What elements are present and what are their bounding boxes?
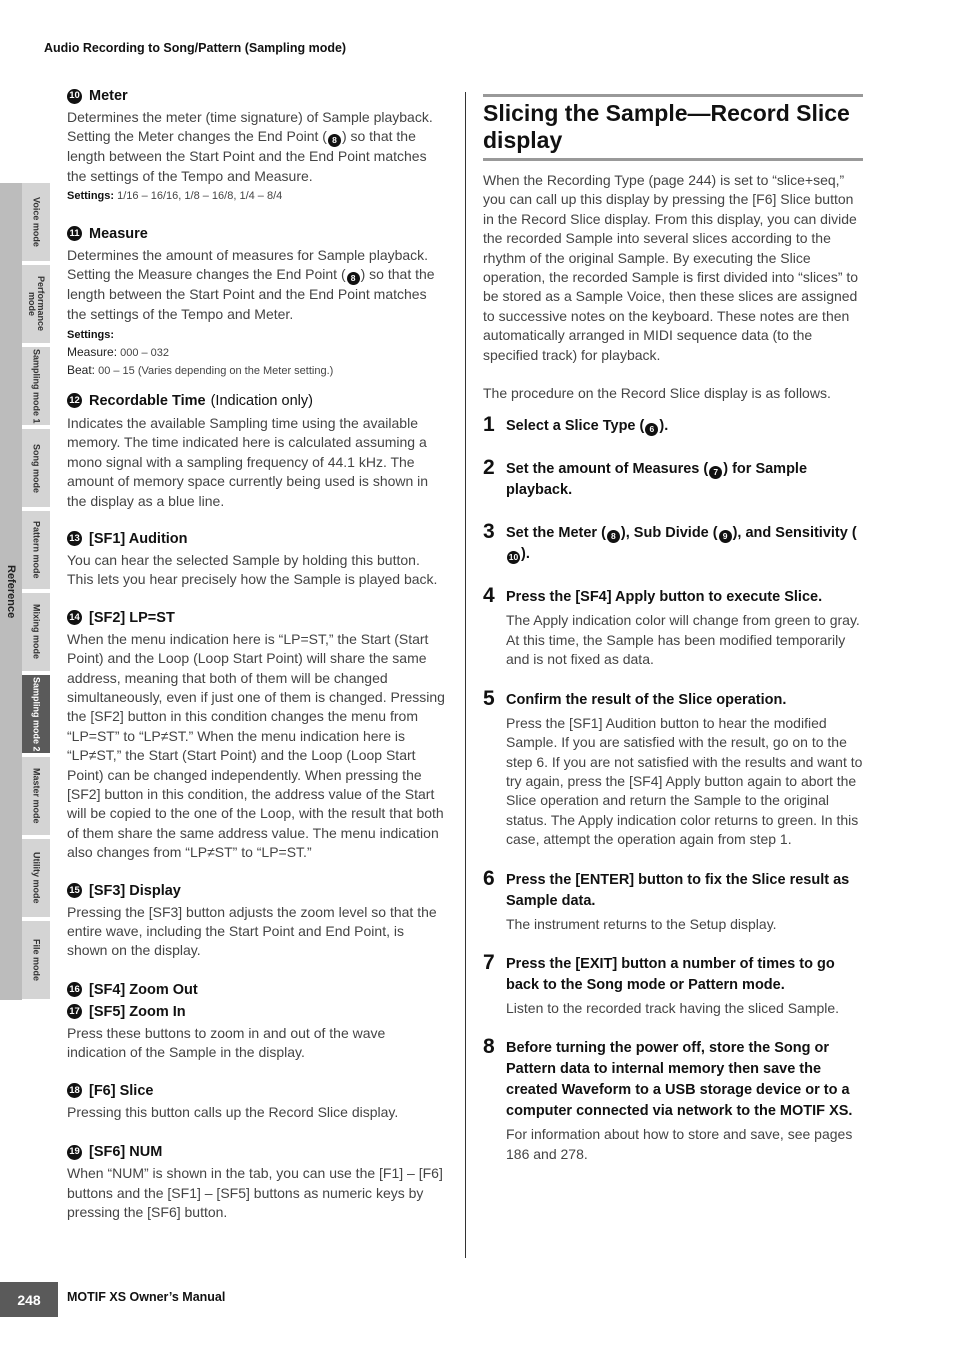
left-column <box>67 86 447 1222</box>
sf6-section: 19 [SF6] NUM When “NUM” is shown in the tab, you can use the [F1] – [F6] buttons and the [SF1] – [SF5] buttons as numeric keys by pressing the [SF6] button. <box>67 1144 443 1220</box>
f6-section: 18 [F6] Slice Pressing this button calls up the Record Slice display. <box>67 1082 399 1120</box>
manual-title: MOTIF XS Owner’s Manual <box>67 1290 226 1304</box>
number-12-icon: 12 <box>67 393 82 408</box>
step-1: 1 Select a Slice Type ( 6 ). <box>483 413 669 437</box>
section-title: Slicing the Sample—Record Slice display <box>483 100 850 153</box>
running-header: Audio Recording to Song/Pattern (Sampling mode) <box>44 41 347 55</box>
sf4-heading: [SF4] Zoom Out <box>89 981 198 998</box>
step-number: 7 <box>483 950 495 974</box>
number-10-icon: 10 <box>67 89 82 104</box>
section-sidebar <box>0 183 50 1000</box>
step-number: 3 <box>483 520 495 544</box>
column-divider <box>465 92 466 1258</box>
measure-section: 11 Measure Determines the amount of measures for Sample playback. Setting the Measure changes the End Point ( 8 ) so that the length between the Start Point and the End Point matches the settings of the Tempo and Meter. Settings: Measure: 000 – 032 Beat: 00 – 15 (Varies depending on the Meter setting.) <box>67 225 435 377</box>
number-14-icon: 14 <box>67 610 82 625</box>
sf2-heading: [SF2] LP=ST <box>89 609 175 626</box>
number-8-icon: 8 <box>328 134 341 147</box>
sf5-heading: [SF5] Zoom In <box>89 1003 186 1020</box>
step-7: 7 Press the [EXIT] button a number of times to go back to the Song mode or Pattern mode. Listen to the recorded track having the sliced Sample. <box>483 950 840 1016</box>
tab-voice-mode[interactable]: Voice mode <box>22 183 50 263</box>
reference-label: Reference <box>5 564 17 619</box>
number-19-icon: 19 <box>67 1145 82 1160</box>
tab-sampling-mode-1[interactable]: Sampling mode 1 <box>22 347 50 427</box>
number-9-icon: 9 <box>719 530 732 543</box>
number-10-icon: 10 <box>508 552 519 563</box>
step-5: 5 Confirm the result of the Slice operation. Press the [SF1] Audition button to hear the modified Sample. If you are satisfied with the result, go on to the step 6. If you are not satisfied with the results and want to try again, press the [SF4] Apply button again to abort the Slice operation and return the Sample to the original status. The Apply indication color returns to green. In this case, attempt the operation again from step 1. <box>483 686 863 848</box>
step-number: 2 <box>483 456 495 480</box>
number-8-icon: 8 <box>607 530 620 543</box>
step-number: 5 <box>483 686 495 710</box>
step-number: 8 <box>483 1035 495 1059</box>
section-title-box <box>483 94 863 161</box>
procedure-intro: The procedure on the Record Slice display is as follows. <box>483 385 831 402</box>
right-column <box>483 94 863 1164</box>
number-17-icon: 17 <box>67 1004 82 1019</box>
step-number: 6 <box>483 866 495 890</box>
sf2-section: 14 [SF2] LP=ST When the menu indication here is “LP=ST,” the Start (Start Point) and the Loop (Loop Start Point) will share the same address, meaning that both of them will be changed simultaneously, even if just one of them is changed. Pressing the [SF2] button in this condition changes the menu from “LP=ST” to “LP≠ST.” When the menu indication here is “LP≠ST,” the Start (Start Point) and the Loop (Loop Start Point) can be changed independently. When pressing the [SF2] button in this condition, the address value of the Start will be copied to the one of the Loop, with the result that both of them share the same address value. The menu indication also changes from “LP≠ST” to “LP=ST.” <box>67 609 445 861</box>
number-16-icon: 16 <box>67 982 82 997</box>
step-8: 8 Before turning the power off, store the Song or Pattern data to internal memory then save the created Waveform to a USB storage device or to a computer connected via network to the MOTIF XS. For information about how to store and save, see pages 186 and 278. <box>483 1035 853 1162</box>
step-number: 1 <box>483 413 495 437</box>
tab-mixing-mode[interactable]: Mixing mode <box>22 593 50 673</box>
tab-utility-mode[interactable]: Utility mode <box>22 839 50 919</box>
tab-pattern-mode[interactable]: Pattern mode <box>22 511 50 591</box>
number-8-icon: 8 <box>347 272 360 285</box>
number-6-icon: 6 <box>645 423 658 436</box>
f6-heading: [F6] Slice <box>89 1082 154 1099</box>
measure-heading: Measure <box>89 225 148 242</box>
tab-sampling-mode-2[interactable]: Sampling mode 2 <box>22 675 50 755</box>
step-4: 4 Press the [SF4] Apply button to execute Slice. The Apply indication color will change from green to gray. At this time, the Sample has been modified temporarily and is not fixed as data. <box>483 584 860 668</box>
sf4-sf5-section: 16 [SF4] Zoom Out 17 [SF5] Zoom In Press these buttons to zoom in and out of the wave indication of the Sample in the display. <box>67 981 386 1061</box>
sf3-section: 15 [SF3] Display Pressing the [SF3] button adjusts the zoom level so that the entire wave, including the Start Point and End Point, is shown on the display. <box>67 882 437 959</box>
meter-section: 10 Meter Determines the meter (time signature) of Sample playback. Setting the Meter changes the End Point ( 8 ) so that the length between the Start Point and the End Point matches the settings of the Tempo and Measure. Settings: 1/16 – 16/16, 1/8 – 16/8, 1/4 – 8/4 <box>67 88 433 202</box>
tab-performance-mode[interactable]: Performance mode <box>22 265 50 345</box>
tab-file-mode[interactable]: File mode <box>22 921 50 1001</box>
number-11-icon: 11 <box>67 226 82 241</box>
sf3-heading: [SF3] Display <box>89 882 181 899</box>
step-6: 6 Press the [ENTER] button to fix the Slice result as Sample data. The instrument returns to the Setup display. <box>483 866 850 932</box>
sf1-heading: [SF1] Audition <box>89 530 188 547</box>
number-7-icon: 7 <box>709 466 722 479</box>
step-number: 4 <box>483 584 495 608</box>
page-number: 248 <box>0 1282 58 1317</box>
meter-heading: Meter <box>89 88 128 104</box>
tab-master-mode[interactable]: Master mode <box>22 757 50 837</box>
recordable-time-section: 12 Recordable Time (Indication only) Indicates the available Sampling time using the available memory. The time indicated here is calculated assuming a mono signal with a sampling frequency of 44.1 kHz. The amount of memory space currently being used is shown in the display as a blue line. <box>67 392 429 509</box>
step-3: 3 Set the Meter ( 8 ), Sub Divide ( 9 ), and Sensitivity (10 ). <box>483 520 857 563</box>
sf1-section: 13 [SF1] Audition You can hear the selected Sample by holding this button. This lets you hear precisely how the Sample is played back. <box>67 530 438 588</box>
recordable-time-heading: Recordable Time <box>89 392 206 409</box>
number-13-icon: 13 <box>67 531 82 546</box>
sf6-heading: [SF6] NUM <box>89 1144 163 1161</box>
tab-song-mode[interactable]: Song mode <box>22 429 50 509</box>
intro-paragraph: When the Recording Type (page 244) is set to “slice+seq,” you can call up this display by pressing the [F6] Slice button in the Record Slice display. From this display, you can divide the recorded Sample into several slices according to the rhythm of the original Sample. By executing the Slice operation, the recorded Sample is first divided into “slices” to be stored as a Sample Voice, then these slices are assigned to successive notes on the keyboard. These notes are then automatically arranged in MIDI sequence data (to the specified track) for playback. <box>483 172 859 363</box>
number-18-icon: 18 <box>67 1083 82 1098</box>
step-2: 2 Set the amount of Measures ( 7 ) for Sample playback. <box>483 456 808 499</box>
number-15-icon: 15 <box>67 883 82 898</box>
